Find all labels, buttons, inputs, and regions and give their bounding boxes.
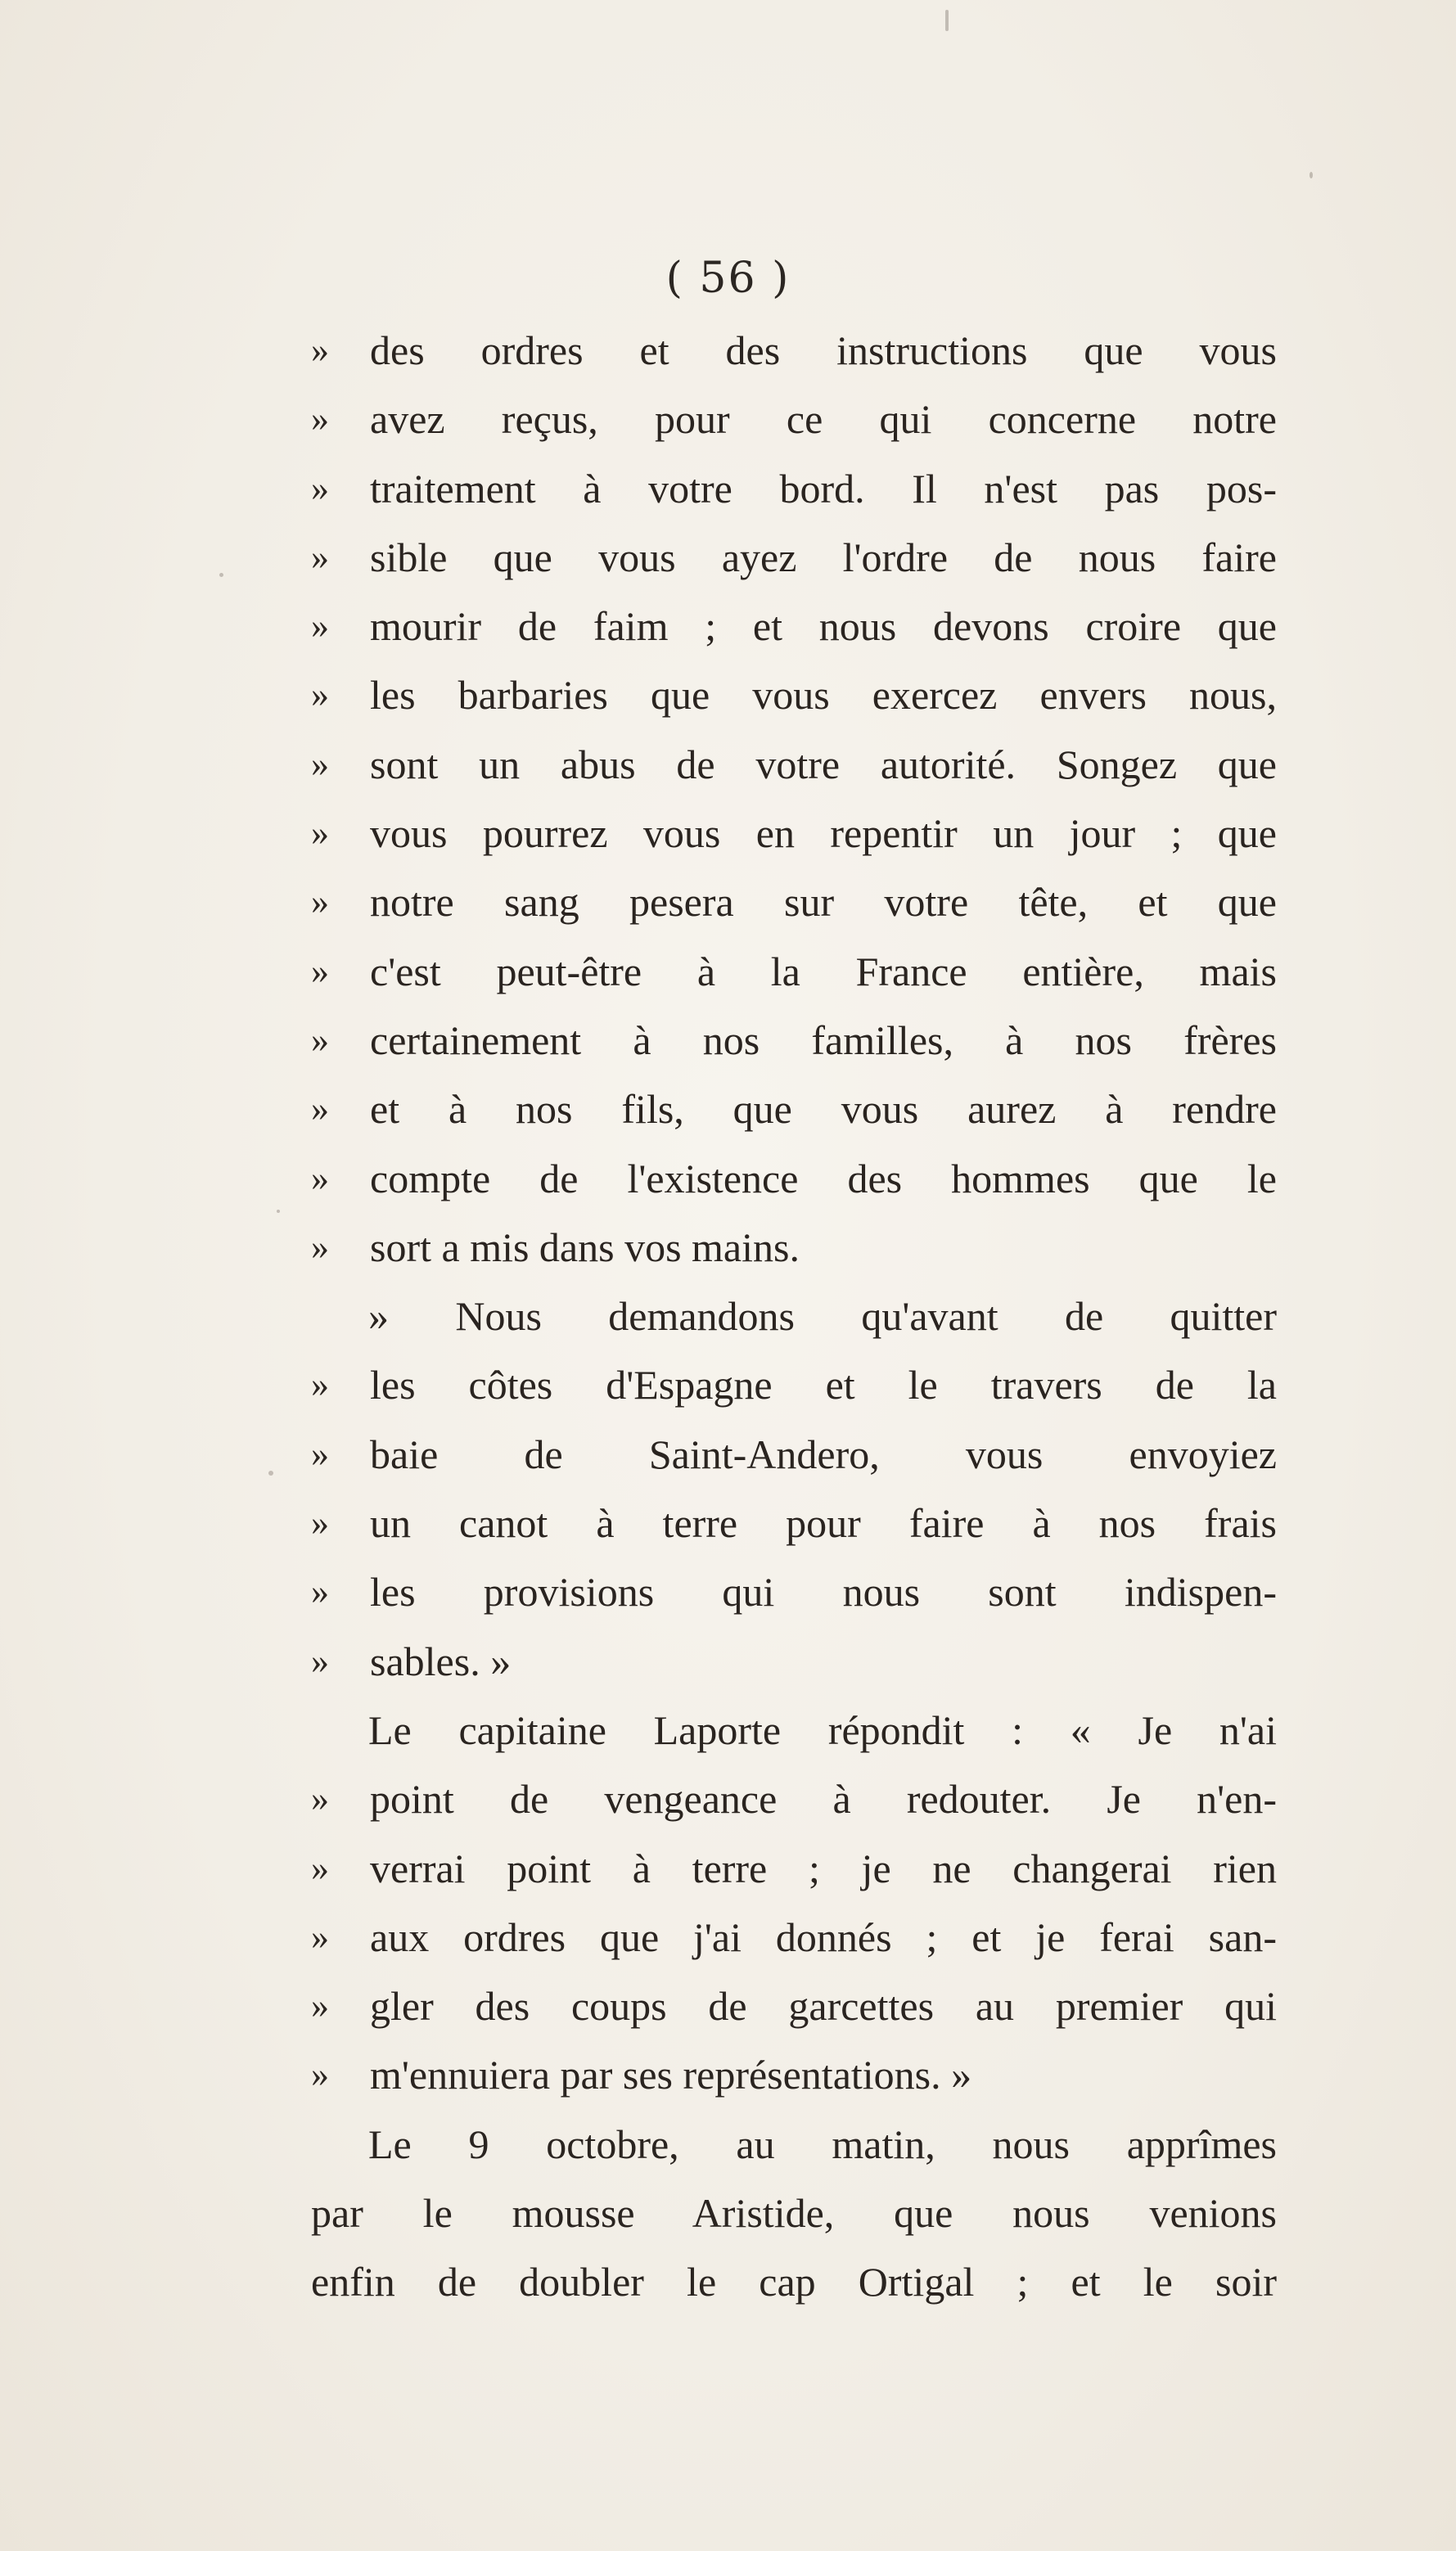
quote-marker: » (311, 1088, 329, 1129)
line-text: par le mousse Aristide, que nous venions (311, 2190, 1277, 2237)
paper-speck (1309, 172, 1313, 178)
line-text: enfin de doubler le cap Ortigal ; et le soir (311, 2259, 1277, 2305)
quote-marker: » (311, 467, 329, 508)
text-line (311, 868, 1277, 936)
quote-marker: » (311, 1226, 329, 1267)
quote-marker: » (311, 1019, 329, 1060)
quote-marker: » (311, 743, 329, 784)
text-line (311, 2040, 1277, 2109)
paper-speck (268, 1471, 273, 1476)
line-text: certainement à nos familles, à nos frères (370, 1016, 1277, 1063)
text-line (311, 1006, 1277, 1075)
line-text: les barbaries que vous exercez envers nous, (370, 672, 1277, 719)
line-text: Le capitaine Laporte répondit : « Je n'ai (368, 1706, 1277, 1753)
paper-speck (945, 10, 949, 31)
line-text: sables. » (370, 1638, 512, 1684)
line-text: Le 9 octobre, au matin, nous apprîmes (368, 2121, 1277, 2167)
quote-marker: » (311, 399, 329, 439)
line-text: compte de l'existence des hommes que le (370, 1155, 1277, 1201)
text-line (311, 1557, 1277, 1626)
text-line (311, 523, 1277, 592)
quote-marker: » (311, 2054, 329, 2095)
quote-marker: » (311, 1778, 329, 1819)
line-text: verrai point à terre ; je ne changerai rien (370, 1845, 1277, 1891)
paragraph-start-line (311, 2110, 1277, 2179)
text-line (311, 2247, 1277, 2316)
paper-speck (277, 1210, 280, 1213)
quote-marker: » (311, 881, 329, 922)
text-line (311, 1489, 1277, 1557)
text-line (311, 592, 1277, 660)
line-text: m'ennuiera par ses représentations. » (370, 2052, 972, 2098)
line-text: mourir de faim ; et nous devons croire que (370, 603, 1277, 650)
line-text: vous pourrez vous en repentir un jour ; que (370, 810, 1277, 857)
line-text: » Nous demandons qu'avant de quitter (368, 1293, 1277, 1340)
text-line (311, 1075, 1277, 1143)
quote-marker: » (311, 950, 329, 991)
line-text: gler des coups de garcettes au premier qui (370, 1983, 1277, 2030)
quote-marker: » (311, 1157, 329, 1198)
text-line (311, 1903, 1277, 1972)
text-line (311, 385, 1277, 453)
quote-marker: » (311, 330, 329, 370)
quote-marker: » (311, 1985, 329, 2026)
quote-marker: » (311, 1571, 329, 1612)
quote-marker: » (311, 1433, 329, 1474)
line-text: les provisions qui nous sont indispen- (370, 1569, 1277, 1616)
line-text: aux ordres que j'ai donnés ; et je ferai san- (370, 1913, 1277, 1960)
text-line (311, 454, 1277, 523)
line-text: sort a mis dans vos mains. (370, 1224, 800, 1270)
quote-marker: » (311, 606, 329, 647)
line-text: traitement à votre bord. Il n'est pas pos- (370, 465, 1277, 512)
text-line (311, 1350, 1277, 1419)
quote-marker: » (311, 1847, 329, 1888)
quote-marker: » (311, 813, 329, 854)
text-line (311, 730, 1277, 799)
quote-marker: » (311, 1503, 329, 1544)
line-text: baie de Saint-Andero, vous envoyiez (370, 1431, 1277, 1477)
line-text: les côtes d'Espagne et le travers de la (370, 1362, 1277, 1408)
paragraph-start-line (311, 1282, 1277, 1350)
text-line (311, 660, 1277, 729)
line-text: sible que vous ayez l'ordre de nous faire (370, 534, 1277, 580)
page-number: ( 56 ) (665, 254, 791, 303)
text-line (311, 1765, 1277, 1833)
line-text: notre sang pesera sur votre tête, et que (370, 879, 1277, 926)
line-text: sont un abus de votre autorité. Songez que (370, 741, 1277, 787)
text-line (311, 316, 1277, 385)
paragraph-start-line (311, 1696, 1277, 1765)
line-text: c'est peut-être à la France entière, mais (370, 948, 1277, 994)
text-line (311, 1213, 1277, 1282)
text-line (311, 937, 1277, 1006)
text-line (311, 2179, 1277, 2247)
text-line (311, 799, 1277, 868)
quote-marker: » (311, 1640, 329, 1681)
quote-marker: » (311, 1916, 329, 1957)
line-text: des ordres et des instructions que vous (370, 327, 1277, 373)
line-text: avez reçus, pour ce qui concerne notre (370, 396, 1277, 443)
paper-speck (219, 573, 223, 577)
quote-marker: » (311, 536, 329, 577)
line-text: point de vengeance à redouter. Je n'en- (370, 1776, 1277, 1823)
text-line (311, 1972, 1277, 2040)
text-line (311, 1627, 1277, 1696)
quote-marker: » (311, 1364, 329, 1405)
line-text: et à nos fils, que vous aurez à rendre (370, 1086, 1277, 1133)
line-text: un canot à terre pour faire à nos frais (370, 1500, 1277, 1547)
text-line (311, 1144, 1277, 1213)
body-text (311, 316, 1277, 2317)
text-line (311, 1834, 1277, 1903)
quote-marker: » (311, 674, 329, 715)
text-line (311, 1420, 1277, 1489)
